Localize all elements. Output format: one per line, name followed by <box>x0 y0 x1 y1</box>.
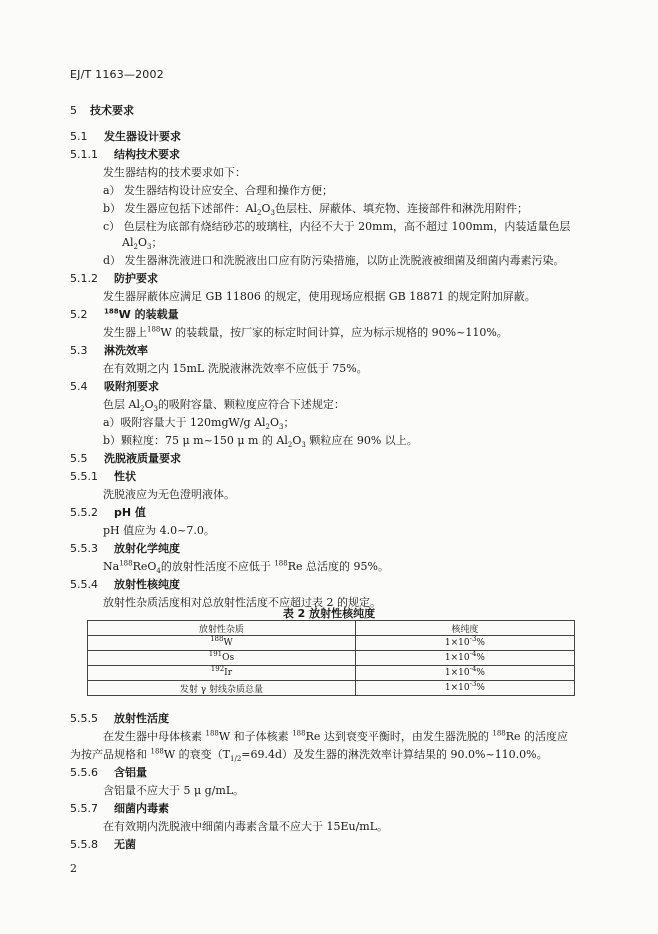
elution-efficiency-body: 在有效期之内 15mL 洗脱液淋洗效率不应低于 75%。 <box>103 362 368 375</box>
structure-item-c-cont: $Al_2O_3$； <box>122 236 163 252</box>
purity-cell: $1\times 10^{-3}\%$ <box>355 681 574 696</box>
column-header-purity: 核纯度 <box>355 621 574 636</box>
section-5-5-heading: 5.5 洗脱液质量要求 <box>70 452 181 465</box>
radiochemical-purity-body: $Na^{188}ReO_4$的放射性活度不应低于 $^{188}$Re 总活度的 95%。 <box>103 559 389 576</box>
purity-cell: $1\times 10^{-4}\%$ <box>355 651 574 666</box>
table-row <box>88 681 575 696</box>
section-5-5-5-heading: 5.5.5 放射性活度 <box>70 712 169 725</box>
section-5-1-2-heading: 5.1.2 防护要求 <box>70 272 158 285</box>
section-5-4-heading: 5.4 吸附剂要求 <box>70 380 159 393</box>
table-row <box>88 666 575 681</box>
section-5-5-1-heading: 5.5.1 性状 <box>70 470 136 483</box>
protection-body: 发生器屏蔽体应满足 GB 11806 的规定，使用现场应根据 GB 18871 的规定附加屏蔽。 <box>103 290 536 303</box>
radionuclide-purity-body: 放射性杂质活度相对总放射性活度不应超过表 2 的规定。 <box>103 596 381 609</box>
adsorbent-intro: 色层 $Al_2O_3$的吸附容量、颗粒度应符合下述规定： <box>103 398 345 414</box>
section-5-5-8-heading: 5.5.8 无菌 <box>70 838 136 851</box>
structure-item-a: a） 发生器结构设计应安全、合理和操作方便； <box>103 184 334 197</box>
structure-intro: 发生器结构的技术要求如下： <box>103 166 246 179</box>
section-5-1-1-heading: 5.1.1 结构技术要求 <box>70 148 180 161</box>
endotoxin-body: 在有效期内洗脱液中细菌内毒素含量不应大于 15Eu/mL。 <box>103 820 389 833</box>
impurity-cell: 发射 γ 射线杂质总量 <box>88 681 356 696</box>
adsorbent-item-b: b）颗粒度：75 μ m~150 μ m 的 $Al_2O_3$ 颗粒应在 90% 以上。 <box>103 434 418 450</box>
purity-cell: $1\times 10^{-3}\%$ <box>355 636 574 651</box>
ph-body: pH 值应为 4.0~7.0。 <box>103 524 215 537</box>
document-id: EJ/T 1163—2002 <box>70 68 164 81</box>
section-5-5-7-heading: 5.5.7 细菌内毒素 <box>70 802 169 815</box>
table-header-row <box>88 621 575 636</box>
table-2 <box>87 620 575 696</box>
section-5-heading: 5 技术要求 <box>70 104 134 117</box>
table-2-caption: 表 2 放射性核纯度 <box>282 607 376 620</box>
section-5-5-2-heading: 5.5.2 pH 值 <box>70 506 146 519</box>
section-5-5-3-heading: 5.5.3 放射化学纯度 <box>70 542 180 555</box>
structure-item-d: d） 发生器淋洗液进口和洗脱液出口应有防污染措施，以防止洗脱液被细菌及细菌内毒素污染。 <box>103 254 565 267</box>
section-5-5-4-heading: 5.5.4 放射性核纯度 <box>70 578 180 591</box>
loading-body: 发生器上$^{188}$W 的装载量，按厂家的标定时间计算，应为标示规格的 90%~110%。 <box>103 325 508 339</box>
impurity-cell: $^{192}$Ir <box>88 666 356 681</box>
adsorbent-item-a: a）吸附容量大于 120mgW/g $Al_2O_3$； <box>103 416 295 432</box>
page-number: 2 <box>70 862 77 875</box>
section-5-2-heading: 5.2 $^{188}$W 的装载量 <box>70 307 179 321</box>
activity-body-line-1: 在发生器中母体核素 $^{188}$W 和子体核素 $^{188}$Re 达到衰变平衡时，由发生器洗脱的 $^{188}$Re 的活度应 <box>103 729 569 743</box>
structure-item-c: c） 色层柱为底部有烧结砂芯的玻璃柱，内径不大于 20mm，高不超过 100mm，内装适量色层 <box>103 220 571 233</box>
activity-body-line-2: 为按产品规格和 $^{188}$W 的衰变$(T_{1/2}=69.4d)$及发生器的淋洗效率计算结果的 90.0%~110.0%。 <box>70 747 548 764</box>
purity-cell: $1\times 10^{-4}\%$ <box>355 666 574 681</box>
impurity-cell: $^{188}$W <box>88 636 356 651</box>
table-row <box>88 636 575 651</box>
impurity-cell: $^{191}$Os <box>88 651 356 666</box>
section-5-5-6-heading: 5.5.6 含铝量 <box>70 766 147 779</box>
section-5-1-heading: 5.1 发生器设计要求 <box>70 130 181 143</box>
appearance-body: 洗脱液应为无色澄明液体。 <box>103 488 235 501</box>
column-header-impurity: 放射性杂质 <box>88 621 356 636</box>
section-5-3-heading: 5.3 淋洗效率 <box>70 344 148 357</box>
aluminum-body: 含铝量不应大于 5 μ g/mL。 <box>103 784 245 797</box>
structure-item-b: b） 发生器应包括下述部件：$Al_2O_3$色层柱、屏蔽体、填充物、连接部件和淋洗用附件； <box>103 202 528 218</box>
table-row <box>88 651 575 666</box>
